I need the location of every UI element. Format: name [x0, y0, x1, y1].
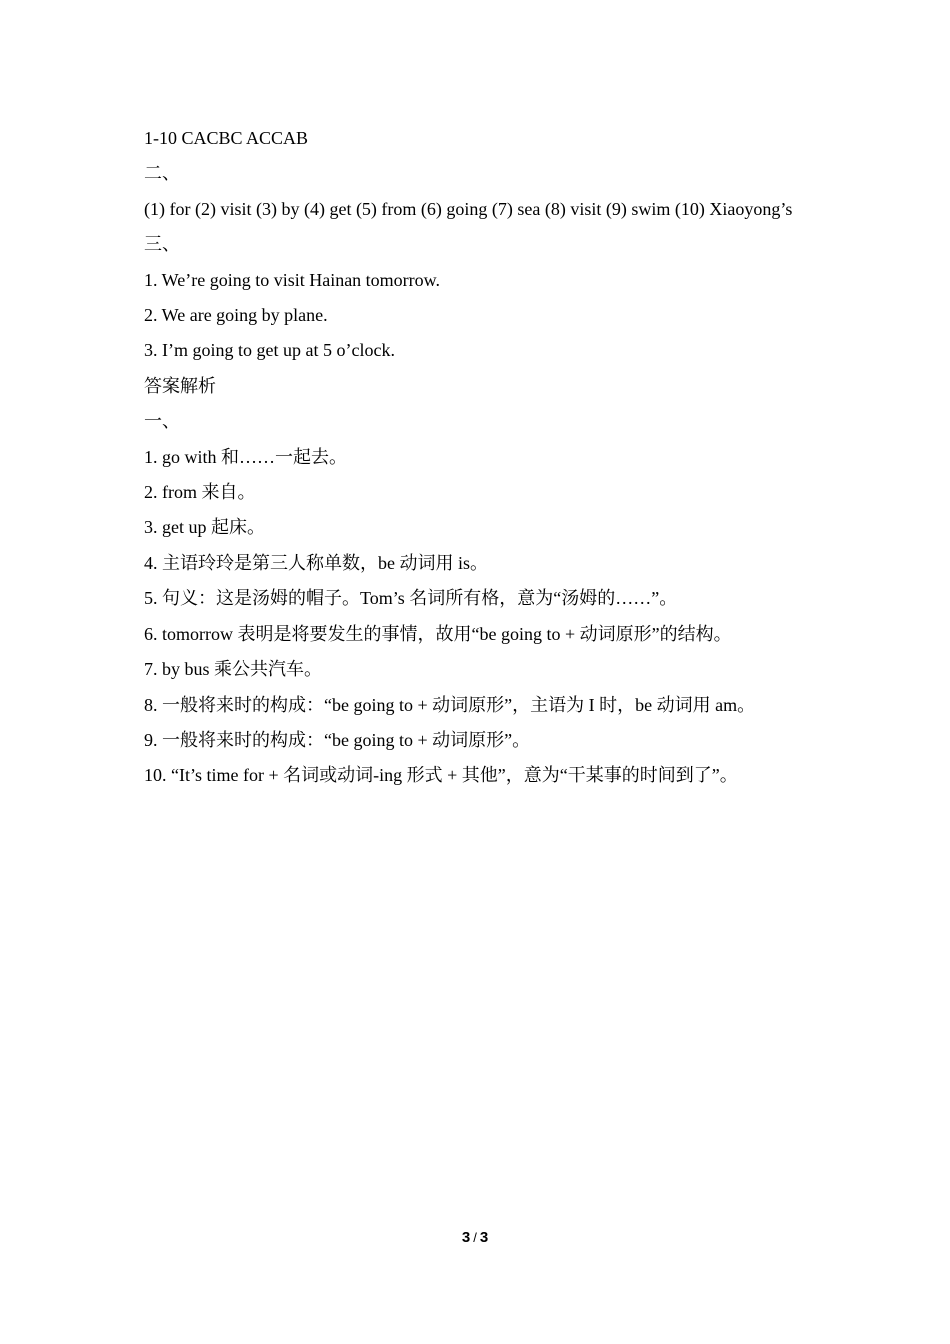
- page-content: [144, 121, 806, 794]
- answer-sentence-3: 3. I’m going to get up at 5 o’clock.: [144, 340, 395, 361]
- analysis-item-5: 5. 句义：这是汤姆的帽子。Tom’s 名词所有格，意为“汤姆的……”。: [144, 588, 678, 609]
- page-number: [0, 1229, 950, 1246]
- analysis-item-4: 4. 主语玲玲是第三人称单数，be 动词用 is。: [144, 552, 488, 573]
- page-separator: /: [473, 1230, 477, 1245]
- analysis-item-7: 7. by bus 乘公共汽车。: [144, 659, 323, 680]
- analysis-item-8: 8. 一般将来时的构成：“be going to + 动词原形”，主语为 I 时，be 动词用 am。: [144, 694, 756, 715]
- answer-sentence-1: 1. We’re going to visit Hainan tomorrow.: [144, 269, 440, 290]
- section-2-heading: 二、: [144, 163, 180, 184]
- current-page-number: 3: [461, 1229, 471, 1246]
- answer-sentence-2: 2. We are going by plane.: [144, 305, 328, 326]
- analysis-heading: 答案解析: [144, 375, 216, 396]
- analysis-item-6: 6. tomorrow 表明是将要发生的事情，故用“be going to + 动词原形”的结构。: [144, 623, 732, 644]
- answers-section-1: 1-10 CACBC ACCAB: [144, 128, 309, 148]
- analysis-item-3: 3. get up 起床。: [144, 517, 265, 538]
- analysis-section-1-heading: 一、: [144, 411, 180, 432]
- analysis-item-9: 9. 一般将来时的构成：“be going to + 动词原形”。: [144, 729, 531, 750]
- answers-section-2: (1) for (2) visit (3) by (4) get (5) from (6) going (7) sea (8) visit (9) swim (10) Xiaoyong’s: [144, 198, 793, 219]
- analysis-item-2: 2. from 来自。: [144, 482, 256, 503]
- analysis-item-1: 1. go with 和……一起去。: [144, 446, 348, 467]
- analysis-item-10: 10. “It’s time for + 名词或动词-ing 形式 + 其他”，意为“干某事的时间到了”。: [144, 765, 738, 786]
- total-pages-number: 3: [479, 1229, 489, 1246]
- section-3-heading: 三、: [144, 234, 180, 255]
